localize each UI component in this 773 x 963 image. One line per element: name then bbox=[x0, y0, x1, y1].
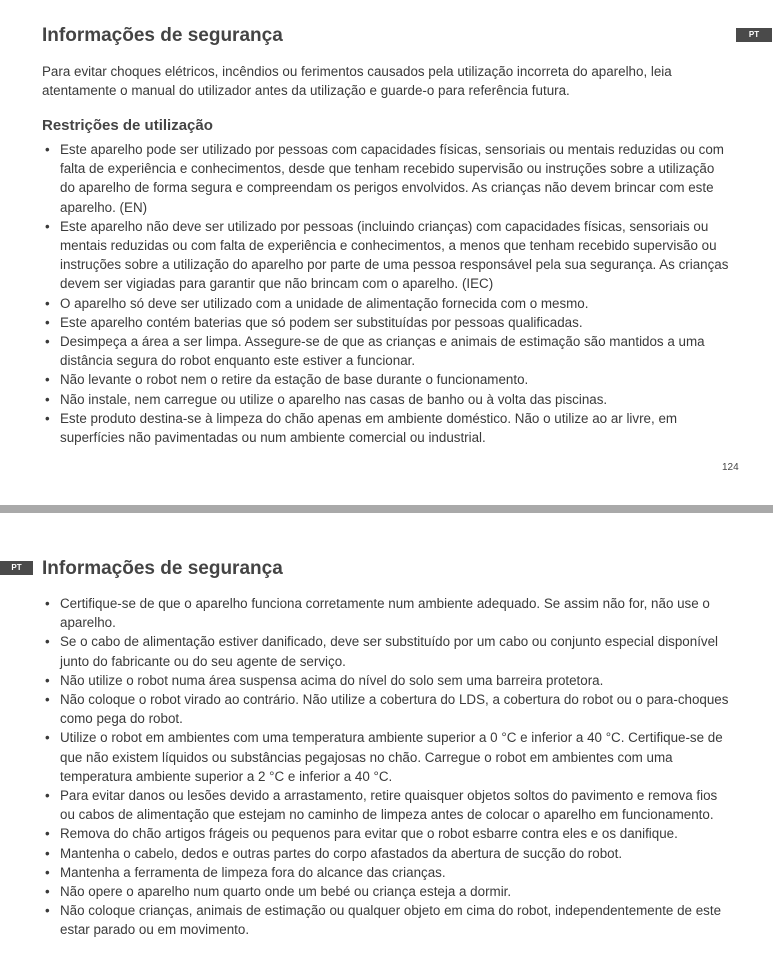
list-item: • Se o cabo de alimentação estiver danificado, deve ser substituído por um cabo ou conjunto especial disponível junto do fabricante ou do seu agente de serviço. bbox=[45, 634, 719, 669]
page-title: Informações de segurança bbox=[42, 558, 283, 579]
manual-page-125 bbox=[0, 513, 773, 963]
list-item: • Este aparelho contém baterias que só podem ser substituídas por pessoas qualificadas. bbox=[45, 314, 583, 330]
list-item: • Não coloque o robot virado ao contrário. Não utilize a cobertura do LDS, a cobertura do robot ou o para-choques como pega do robot. bbox=[45, 692, 729, 727]
page-divider bbox=[0, 505, 773, 513]
list-item: • Remova do chão artigos frágeis ou pequenos para evitar que o robot esbarre contra eles e os danifique. bbox=[45, 826, 678, 842]
intro-paragraph: Para evitar choques elétricos, incêndios ou ferimentos causados pela utilização incorreta do aparelho, leia atentamente o manual do utilizador antes da utilização e guarde-o para referência futura. bbox=[42, 64, 672, 99]
page-number: 124 bbox=[722, 462, 739, 473]
usage-restrictions-list bbox=[42, 140, 732, 447]
list-item: • Não utilize o robot numa área suspensa acima do nível do solo sem uma barreira protetora. bbox=[45, 672, 604, 688]
list-item: • Não instale, nem carregue ou utilize o aparelho nas casas de banho ou à volta das piscinas. bbox=[45, 391, 608, 407]
language-badge: PT bbox=[736, 28, 772, 42]
list-item: • Desimpeça a área a ser limpa. Assegure-se de que as crianças e animais de estimação são mantidos a uma distância segura do robot enquanto este estiver a funcionar. bbox=[45, 334, 705, 369]
list-item: • Mantenha a ferramenta de limpeza fora do alcance das crianças. bbox=[45, 864, 446, 880]
safety-list bbox=[42, 594, 732, 940]
list-item: • O aparelho só deve ser utilizado com a unidade de alimentação fornecida com o mesmo. bbox=[45, 295, 589, 311]
list-item: • Este aparelho pode ser utilizado por pessoas com capacidades físicas, sensoriais ou mentais reduzidas ou com falta de experiência e conhecimentos, desde que tenham recebido supervisão ou instruções sobre a utilização do aparelho de forma segura e compreendam os perigos envolvidos. As crianças não devem brincar com este aparelho. (EN) bbox=[45, 142, 724, 215]
list-item: • Utilize o robot em ambientes com uma temperatura ambiente superior a 0 °C e inferior a 40 °C. Certifique-se de que não existem líquidos ou substâncias pegajosas no chão. Carregue o robot em ambientes com uma temperatura ambiente superior a 2 °C e inferior a 40 °C. bbox=[45, 730, 723, 784]
list-item: • Não levante o robot nem o retire da estação de base durante o funcionamento. bbox=[45, 372, 529, 388]
list-item: • Para evitar danos ou lesões devido a arrastamento, retire quaisquer objetos soltos do pavimento e remova fios ou cabos de alimentação que estejam no caminho de limpeza antes de colocar o aparelho em funcionamento. bbox=[45, 788, 718, 823]
list-item: • Não opere o aparelho num quarto onde um bebé ou criança esteja a dormir. bbox=[45, 884, 512, 900]
list-item: • Não coloque crianças, animais de estimação ou qualquer objeto em cima do robot, independentemente de este estar parado ou em movimento. bbox=[45, 903, 722, 938]
list-item: • Certifique-se de que o aparelho funciona corretamente num ambiente adequado. Se assim não for, não use o aparelho. bbox=[45, 596, 710, 631]
section-subtitle: Restrições de utilização bbox=[42, 117, 213, 134]
page-title: Informações de segurança bbox=[42, 25, 283, 46]
list-item: • Mantenha o cabelo, dedos e outras partes do corpo afastados da abertura de sucção do robot. bbox=[45, 845, 623, 861]
list-item: • Este produto destina-se à limpeza do chão apenas em ambiente doméstico. Não o utilize ao ar livre, em superfícies não pavimentadas ou num ambiente comercial ou industrial. bbox=[45, 410, 678, 446]
language-badge: PT bbox=[0, 561, 33, 575]
list-item: • Este aparelho não deve ser utilizado por pessoas (incluindo crianças) com capacidades físicas, sensoriais ou mentais reduzidas ou com falta de experiência e conhecimentos, a menos que tenham recebido supervisão ou instruções sobre a utilização do aparelho por parte de uma pessoa responsável pela sua segurança. As crianças devem ser vigiadas para garantir que não brincam com o aparelho. (IEC) bbox=[45, 218, 729, 292]
